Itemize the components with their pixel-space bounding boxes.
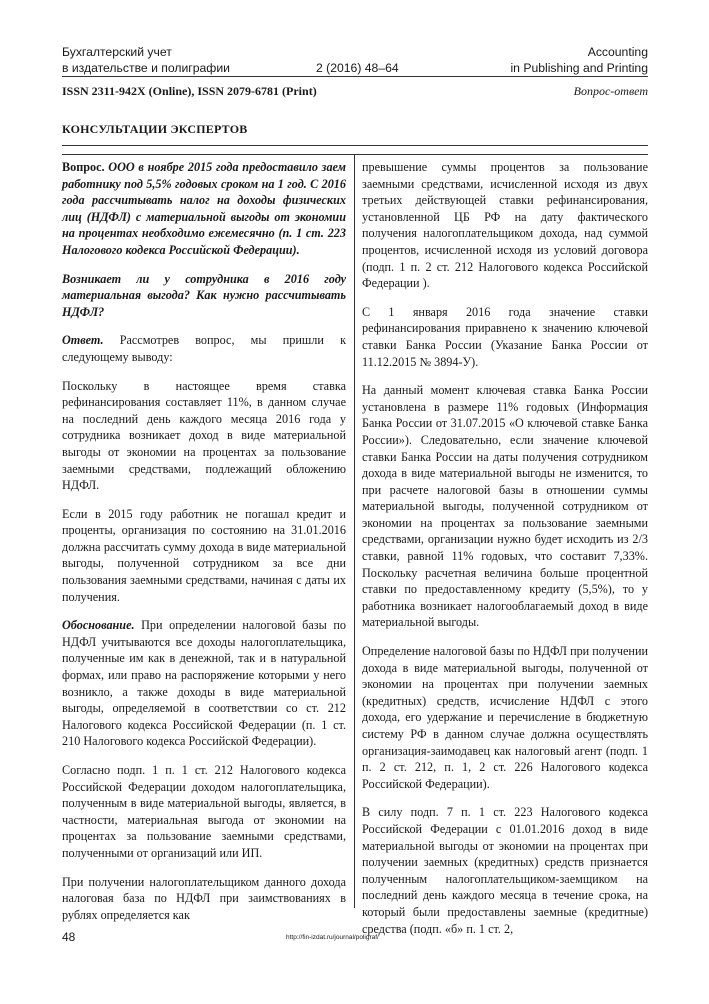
paragraph: На данный момент ключевая ставка Банка России установлена в размере 11% годовых (Информация Банка России от 31.07.2015 «О ключевой ставке Банка России»). Следовательно, если значение ключевой ставки Банка России на даты получения сотрудником дохода в виде материальной выгоды не изменится, то при расчете налоговой базы в отношении суммы материальной выгоды, полученной сотрудником от экономии на процентах за пользование заемными средствами, организации нужно будет исходить из 2/3 ставки, равной 11% годовых, что составит 7,33%. Поскольку расчетная величина больше процентной ставки по предоставленному кредиту (5,5%), то у работника возникает налогооблагаемый доход в виде материальной выгоды. [362,383,648,630]
paragraph: При получении налогоплательщиком данного дохода налоговая база по НДФЛ при заимствованиях в рублях определяется как [62,874,346,922]
journal-title-en-line1: Accounting [587,45,648,59]
rubric: Вопрос-ответ [573,84,648,98]
header-divider [62,76,648,77]
journal-url: http://fin-izdat.ru/journal/poligraf/ [286,934,379,941]
section-title: КОНСУЛЬТАЦИИ ЭКСПЕРТОВ [62,122,248,136]
paragraph: С 1 января 2016 года значение ставки рефинансирования приравнено к значению ключевой ставки Банка России (Указание Банка России от 11.12.2015 № 3894-У). [362,304,648,369]
left-column [62,159,346,935]
section-divider-top [62,145,648,146]
paragraph: Поскольку в настоящее время ставка рефинансирования составляет 11%, в данном случае на последний день каждого месяца 2016 года у сотрудника возникает доход в виде материальной выгоды от экономии на процентах за пользование заемными средствами, подлежащий обложению НДФЛ. [62,378,346,493]
basis-label: Обоснование. [62,618,135,633]
question-paragraph [62,159,346,259]
issn: ISSN 2311-942X (Online), ISSN 2079-6781 (Print) [62,84,317,98]
journal-title-en-line2: in Publishing and Printing [510,61,648,75]
paragraph: Если в 2015 году работник не погашал кредит и проценты, организация по состоянию на 31.01.2016 должна рассчитать сумму дохода в виде материальной выгоды, полученной сотрудником за все дни пользования заемными средствами, начиная с даты их получения. [62,506,346,604]
journal-title-ru [62,44,230,76]
column-divider [354,155,355,908]
paragraph: Согласно подп. 1 п. 1 ст. 212 Налогового кодекса Российской Федерации доходом налогоплательщика, полученным в виде материальной выгоды, является, в частности, материальная выгода от экономии на процентах за пользование заемными средствами, полученными от организаций или ИП. [62,763,346,860]
answer-text: Рассмотрев вопрос, мы пришли к следующему выводу: [62,333,346,364]
paragraph: В силу подп. 7 п. 1 ст. 223 Налогового кодекса Российской Федерации с 01.01.2016 доход в виде материальной выгоды от экономии на процентах при получении заемных (кредитных) средств признается полученным налогоплательщиком-заемщиком на последний день каждого месяца в течение срока, на который были предоставлены заемные (кредитные) средства (подп. «б» п. 1 ст. 2, [362,805,648,936]
basis-paragraph [62,617,346,750]
question-text: ООО в ноябре 2015 года предоставило заем работнику под 5,5% годовых сроком на 1 год. С 2016 года рассчитывать налог на доходы физических лиц (НДФЛ) с материальной выгоды от экономии на процентах необходимо ежемесячно (п. 1 ст. 223 Налогового кодекса Российской Федерации). [62,160,346,257]
question-label: Вопрос. [62,160,105,174]
page-number: 48 [62,930,76,944]
section-divider-bottom [62,154,648,155]
paragraph: превышение суммы процентов за пользование заемными средствами, исчисленной исходя из двух третьих действующей ставки рефинансирования, установленной ЦБ РФ на дату фактического получения налогоплательщиком дохода, над суммой процентов, исчисленной исходя из условий договора (подп. 1 п. 2 ст. 212 Налогового кодекса Российской Федерации ). [362,160,648,291]
issue-info: 2 (2016) 48–64 [316,61,399,75]
answer-paragraph [62,332,346,365]
basis-text: При определении налоговой базы по НДФЛ учитываются все доходы налогоплательщика, полученные им как в денежной, так и в натуральной формах, или право на распоряжение которыми у него возникло, а также доходы в виде материальной выгоды, определяемой в соответствии со ст. 212 Налогового кодекса Российской Федерации (п. 1 ст. 210 Налогового кодекса Российской Федерации). [62,618,346,749]
paragraph: Определение налоговой базы по НДФЛ при получении дохода в виде материальной выгоды, полученной от экономии на процентах при получении заемных (кредитных) средств, исчисление НДФЛ с этого дохода, его удержание и перечисление в бюджетную систему РФ в данном случае должна осуществлять организация-заимодавец как налоговый агент (подп. 1 п. 2 ст. 212, п. 1, 2 ст. 226 Налогового кодекса Российской Федерации). [362,644,648,791]
journal-title-ru-line1: Бухгалтерский учет [62,45,172,59]
journal-title-ru-line2: в издательстве и полиграфии [62,61,230,75]
question-subtext: Возникает ли у сотрудника в 2016 году материальная выгода? Как нужно рассчитывать НДФЛ? [62,271,346,319]
right-column [362,159,648,949]
journal-title-en [510,44,648,76]
answer-label: Ответ. [62,333,104,348]
